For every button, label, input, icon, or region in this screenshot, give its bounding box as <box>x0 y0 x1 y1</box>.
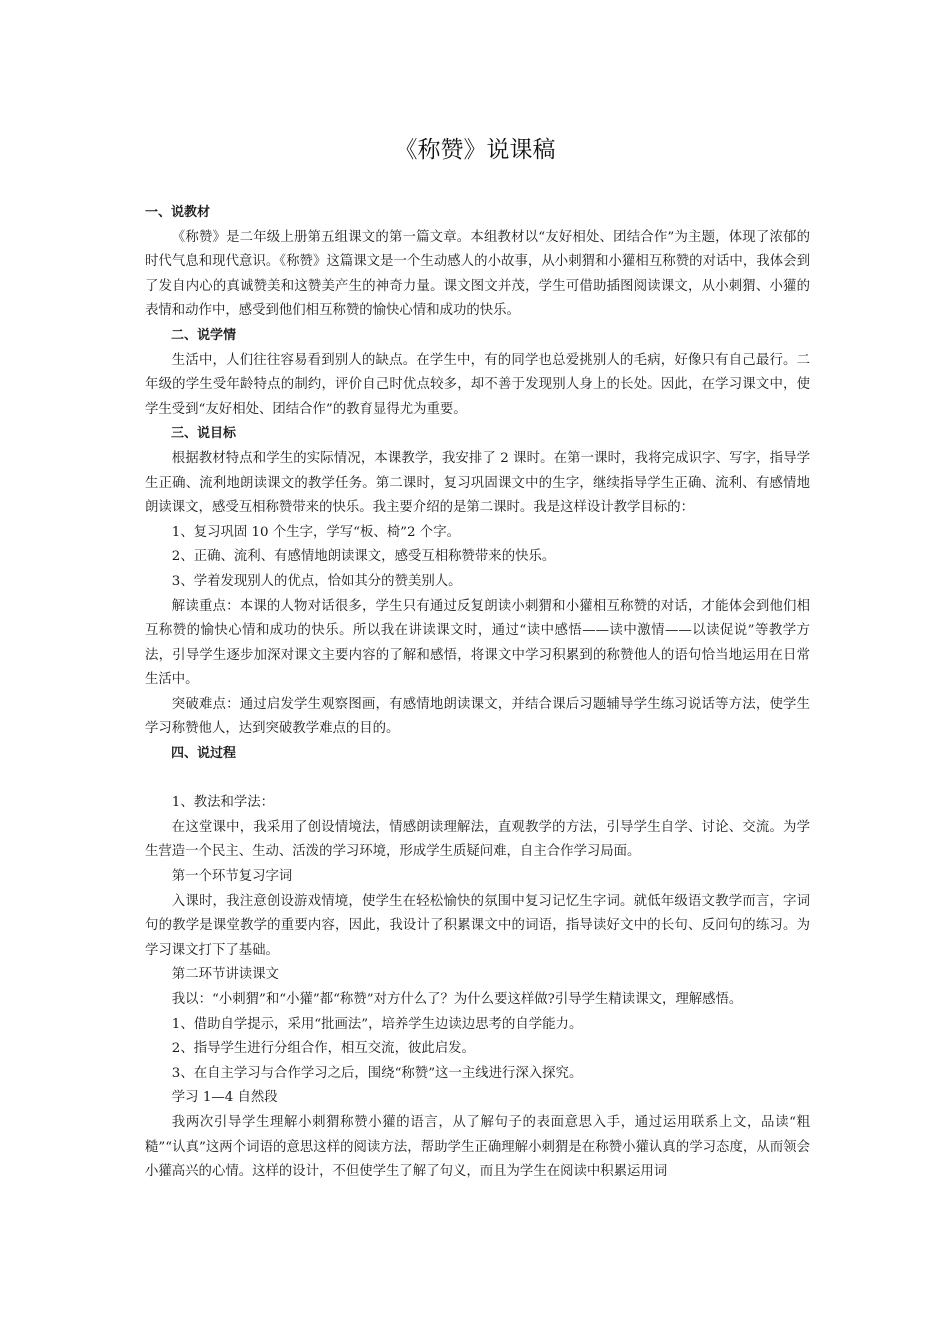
section-heading: 一、说教材 <box>145 205 211 220</box>
page-title: 《称赞》说课稿 <box>394 137 556 163</box>
blank-line <box>145 767 810 792</box>
paragraph: 在这堂课中，我采用了创设情境法，情感朗读理解法，直观教学的方法，引导学生自学、讨论、交流。为学生营造一个民主、生动、活泼的学习环境，形成学生质疑问难，自主合作学习局面。 <box>145 819 810 860</box>
paragraph: 我以：“小刺猬”和“小獾”都“称赞”对方什么了？为什么要这样做?引导学生精读课文，理解感悟。 <box>171 992 743 1007</box>
section-heading: 四、说过程 <box>171 746 237 762</box>
list-item: 3、学着发现别人的优点，恰如其分的赞美别人。 <box>171 573 462 589</box>
list-item: 2、指导学生进行分组合作，相互交流，彼此启发。 <box>171 1041 475 1057</box>
section-heading: 三、说目标 <box>171 426 237 442</box>
sub-heading: 学习 1—4 自然段 <box>171 1090 278 1106</box>
paragraph: 入课时，我注意创设游戏情境，使学生在轻松愉快的氛围中复习记忆生字词。就低年级语文教学而言，字词句的教学是课堂教学的重要内容，因此，我设计了积累课文中的词语，指导读好文中的长句、反问句的练习。为学习课文打下了基础。 <box>145 893 810 958</box>
list-item: 1、复习巩固 10 个生字，学写“板、椅”2 个字。 <box>171 524 460 540</box>
paragraph: 《称赞》是二年级上册第五组课文的第一篇文章。本组教材以“友好相处、团结合作”为主题，体现了浓郁的时代气息和现代意识。《称赞》这篇课文是一个生动感人的小故事，从小刺猬和小獾相互称赞的对话中，我体会到了发自内心的真诚赞美和这赞美产生的神奇力量。课文图文并茂，学生可借助插图阅读课文，从小刺猬、小獾的表情和动作中，感受到他们相互称赞的愉快心情和成功的快乐。 <box>145 229 810 319</box>
paragraph: 我两次引导学生理解小刺猬称赞小獾的语言，从了解句子的表面意思入手，通过运用联系上文，品读“粗糙”“认真”这两个词语的意思这样的阅读方法，帮助学生正确理解小刺猬是在称赞小獾认真的学习态度，从而领会小獾高兴的心情。这样的设计，不但使学生了解了句义，而且为学生在阅读中积累运用词 <box>145 1114 810 1180</box>
list-item: 3、在自主学习与合作学习之后，围绕“称赞”这一主线进行深入探究。 <box>171 1065 583 1081</box>
section-heading: 二、说学情 <box>171 327 237 343</box>
sub-heading: 第一个环节复习字词 <box>171 869 293 885</box>
paragraph: 根据教材特点和学生的实际情况，本课教学，我安排了 2 课时。在第一课时，我将完成识字、写字，指导学生正确、流利地朗读课文的教学任务。第二课时，复习巩固课文中的生字，继续指导学生正确、流利、有感情地朗读课文，感受互相称赞带来的快乐。我主要介绍的是第二课时。我是这样设计教学目标的： <box>145 450 810 516</box>
paragraph: 生活中，人们往往容易看到别人的缺点。在学生中，有的同学也总爱挑别人的毛病，好像只有自己最行。二年级的学生受年龄特点的制约，评价自己时优点较多，却不善于发现别人身上的长处。因此，在学习课文中，使学生受到“友好相处、团结合作”的教育显得尤为重要。 <box>145 352 810 417</box>
sub-heading: 第二环节讲读课文 <box>171 967 279 983</box>
list-item: 1、借助自学提示，采用“批画法”，培养学生边读边思考的自学能力。 <box>171 1016 583 1032</box>
list-item: 2、正确、流利、有感情地朗读课文，感受互相称赞带来的快乐。 <box>171 549 556 565</box>
paragraph: 1、教法和学法： <box>171 795 275 811</box>
paragraph: 突破难点：通过启发学生观察图画，有感情地朗读课文，并结合课后习题辅导学生练习说话等方法，使学生学习称赞他人，达到突破教学难点的目的。 <box>145 696 810 737</box>
document-body <box>145 201 810 1185</box>
paragraph: 解读重点：本课的人物对话很多，学生只有通过反复朗读小刺猬和小獾相互称赞的对话，才能体会到他们相互称赞的愉快心情和成功的快乐。所以我在讲读课文时，通过“读中感悟——读中激情——以读促说”等教学方法，引导学生逐步加深对课文主要内容的了解和感悟，将课文中学习积累到的称赞他人的语句恰当地运用在日常生活中。 <box>145 598 810 688</box>
